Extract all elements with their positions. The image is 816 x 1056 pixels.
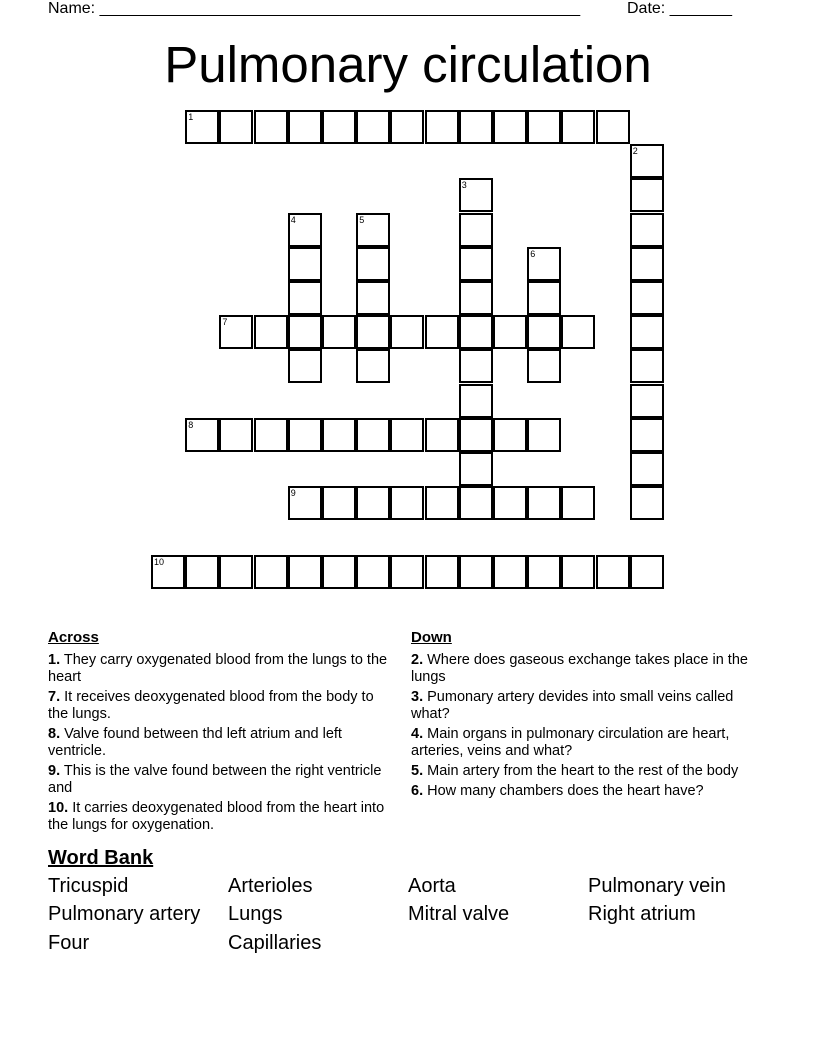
crossword-cell[interactable]: [288, 486, 322, 520]
crossword-cell[interactable]: [219, 555, 253, 589]
across-clue: [48, 763, 388, 797]
crossword-cell[interactable]: [459, 418, 493, 452]
crossword-cell[interactable]: [356, 247, 390, 281]
crossword-cell[interactable]: [493, 486, 527, 520]
word-bank-item: Tricuspid: [48, 875, 129, 897]
down-clue: [411, 783, 751, 800]
clue-number: 6.: [411, 783, 424, 799]
crossword-cell[interactable]: [288, 281, 322, 315]
clue-number: 4.: [411, 726, 424, 742]
clue-text: Main organs in pulmonary circulation are heart, arteries, veins and what?: [411, 726, 730, 759]
crossword-cell[interactable]: [390, 110, 424, 144]
crossword-cell[interactable]: [596, 110, 630, 144]
crossword-cell[interactable]: [356, 110, 390, 144]
crossword-cell[interactable]: [459, 555, 493, 589]
crossword-cell[interactable]: [356, 281, 390, 315]
crossword-cell[interactable]: [288, 213, 322, 247]
crossword-cell[interactable]: [459, 384, 493, 418]
crossword-cell[interactable]: [390, 555, 424, 589]
clue-text: How many chambers does the heart have?: [427, 783, 704, 799]
crossword-cell[interactable]: [527, 281, 561, 315]
page-title: Pulmonary circulation: [164, 36, 652, 93]
down-heading: Down: [411, 629, 452, 646]
crossword-cell[interactable]: [459, 315, 493, 349]
crossword-cell[interactable]: [356, 555, 390, 589]
clue-number: 7.: [48, 689, 61, 705]
crossword-cell[interactable]: [630, 178, 664, 212]
cell-number: 6: [530, 248, 536, 259]
crossword-cell[interactable]: [425, 110, 459, 144]
crossword-cell[interactable]: [630, 486, 664, 520]
clue-text: This is the valve found between the right ventricle and: [48, 763, 382, 796]
crossword-cell[interactable]: [219, 315, 253, 349]
crossword-cell[interactable]: [185, 555, 219, 589]
word-bank-item: Lungs: [228, 903, 283, 925]
down-clue-list: [411, 652, 751, 803]
word-bank-item: Four: [48, 932, 90, 954]
crossword-cell[interactable]: [322, 110, 356, 144]
cell-number: 10: [154, 556, 165, 567]
across-heading: Across: [48, 629, 99, 646]
across-clue-list: [48, 652, 388, 837]
down-clue: [411, 689, 751, 723]
crossword-cell[interactable]: [356, 315, 390, 349]
clue-number: 9.: [48, 763, 61, 779]
clue-number: 8.: [48, 726, 61, 742]
word-bank-item: Mitral valve: [408, 903, 510, 925]
clue-text: Where does gaseous exchange takes place in the lungs: [411, 652, 748, 685]
crossword-cell[interactable]: [527, 110, 561, 144]
crossword-cell[interactable]: [459, 281, 493, 315]
cell-number: 7: [222, 317, 228, 328]
crossword-cell[interactable]: [527, 315, 561, 349]
crossword-cell[interactable]: [390, 486, 424, 520]
across-clue: [48, 800, 388, 834]
crossword-cell[interactable]: [630, 315, 664, 349]
word-bank-item: Arterioles: [228, 875, 313, 897]
clue-number: 5.: [411, 763, 424, 779]
down-clue: [411, 652, 751, 686]
clue-text: It receives deoxygenated blood from the body to the lungs.: [48, 689, 374, 722]
crossword-cell[interactable]: [561, 315, 595, 349]
crossword-cell[interactable]: [390, 418, 424, 452]
crossword-cell[interactable]: [185, 110, 219, 144]
cell-number: 9: [290, 488, 296, 499]
crossword-cell[interactable]: [493, 418, 527, 452]
crossword-cell[interactable]: [254, 110, 288, 144]
crossword-cell[interactable]: [356, 418, 390, 452]
word-bank-item: Right atrium: [588, 903, 696, 925]
cell-number: 3: [461, 180, 467, 191]
crossword-cell[interactable]: [288, 349, 322, 383]
word-bank-item: Pulmonary vein: [588, 875, 726, 897]
crossword-cell[interactable]: [630, 247, 664, 281]
clue-text: Pumonary artery devides into small veins called what?: [411, 689, 734, 722]
cell-number: 8: [188, 419, 194, 430]
clue-number: 1.: [48, 652, 61, 668]
across-clue: [48, 726, 388, 760]
name-line: Name: ______________________________________________________: [48, 0, 581, 17]
crossword-cell[interactable]: [459, 349, 493, 383]
crossword-cell[interactable]: [527, 418, 561, 452]
crossword-cell[interactable]: [254, 315, 288, 349]
crossword-cell[interactable]: [356, 486, 390, 520]
crossword-cell[interactable]: [425, 418, 459, 452]
crossword-cell[interactable]: [288, 418, 322, 452]
crossword-cell[interactable]: [630, 144, 664, 178]
crossword-cell[interactable]: [630, 555, 664, 589]
cell-number: 4: [290, 214, 296, 225]
crossword-cell[interactable]: [459, 110, 493, 144]
down-clue: [411, 726, 751, 760]
crossword-cell[interactable]: [390, 315, 424, 349]
crossword-cell[interactable]: [356, 349, 390, 383]
crossword-cell[interactable]: [630, 281, 664, 315]
crossword-cell[interactable]: [527, 349, 561, 383]
crossword-cell[interactable]: [459, 452, 493, 486]
crossword-cell[interactable]: [527, 555, 561, 589]
clue-number: 2.: [411, 652, 424, 668]
crossword-cell[interactable]: [493, 555, 527, 589]
crossword-cell[interactable]: [493, 315, 527, 349]
crossword-cell[interactable]: [425, 315, 459, 349]
word-bank-item: Aorta: [408, 875, 456, 897]
cell-number: 5: [359, 214, 365, 225]
crossword-cell[interactable]: [493, 110, 527, 144]
down-clue: [411, 763, 751, 780]
clue-text: It carries deoxygenated blood from the heart into the lungs for oxygenation.: [48, 800, 385, 833]
crossword-cell[interactable]: [561, 555, 595, 589]
crossword-cell[interactable]: [254, 418, 288, 452]
word-bank-item: Pulmonary artery: [48, 903, 201, 925]
crossword-cell[interactable]: [151, 555, 185, 589]
clue-number: 10.: [48, 800, 69, 816]
crossword-cell[interactable]: [254, 555, 288, 589]
crossword-cell[interactable]: [425, 486, 459, 520]
crossword-cell[interactable]: [630, 418, 664, 452]
crossword-cell[interactable]: [459, 486, 493, 520]
word-bank-item: Capillaries: [228, 932, 322, 954]
crossword-cell[interactable]: [185, 418, 219, 452]
crossword-cell[interactable]: [288, 315, 322, 349]
crossword-cell[interactable]: [630, 384, 664, 418]
crossword-cell[interactable]: [459, 213, 493, 247]
crossword-cell[interactable]: [459, 178, 493, 212]
word-bank-heading: Word Bank: [48, 847, 154, 869]
clue-text: They carry oxygenated blood from the lungs to the heart: [48, 652, 388, 685]
crossword-cell[interactable]: [322, 486, 356, 520]
clue-text: Valve found between thd left atrium and left ventricle.: [48, 726, 342, 759]
crossword-cell[interactable]: [219, 418, 253, 452]
cell-number: 2: [632, 146, 638, 157]
crossword-cell[interactable]: [561, 486, 595, 520]
crossword-cell[interactable]: [322, 315, 356, 349]
crossword-cell[interactable]: [288, 110, 322, 144]
crossword-cell[interactable]: [527, 486, 561, 520]
cell-number: 1: [188, 112, 194, 122]
clue-text: Main artery from the heart to the rest of the body: [427, 763, 739, 779]
crossword-cell[interactable]: [630, 452, 664, 486]
crossword-cell[interactable]: [288, 247, 322, 281]
crossword-cell[interactable]: [356, 213, 390, 247]
crossword-cell[interactable]: [322, 418, 356, 452]
crossword-cell[interactable]: [322, 555, 356, 589]
across-clue: [48, 689, 388, 723]
crossword-cell[interactable]: [219, 110, 253, 144]
clue-number: 3.: [411, 689, 424, 705]
crossword-cell[interactable]: [459, 247, 493, 281]
crossword-cell[interactable]: [561, 110, 595, 144]
crossword-cell[interactable]: [527, 247, 561, 281]
crossword-cell[interactable]: [630, 213, 664, 247]
date-line: Date: _______: [627, 0, 732, 17]
across-clue: [48, 652, 388, 686]
crossword-cell[interactable]: [288, 555, 322, 589]
crossword-cell[interactable]: [596, 555, 630, 589]
crossword-cell[interactable]: [630, 349, 664, 383]
crossword-cell[interactable]: [425, 555, 459, 589]
